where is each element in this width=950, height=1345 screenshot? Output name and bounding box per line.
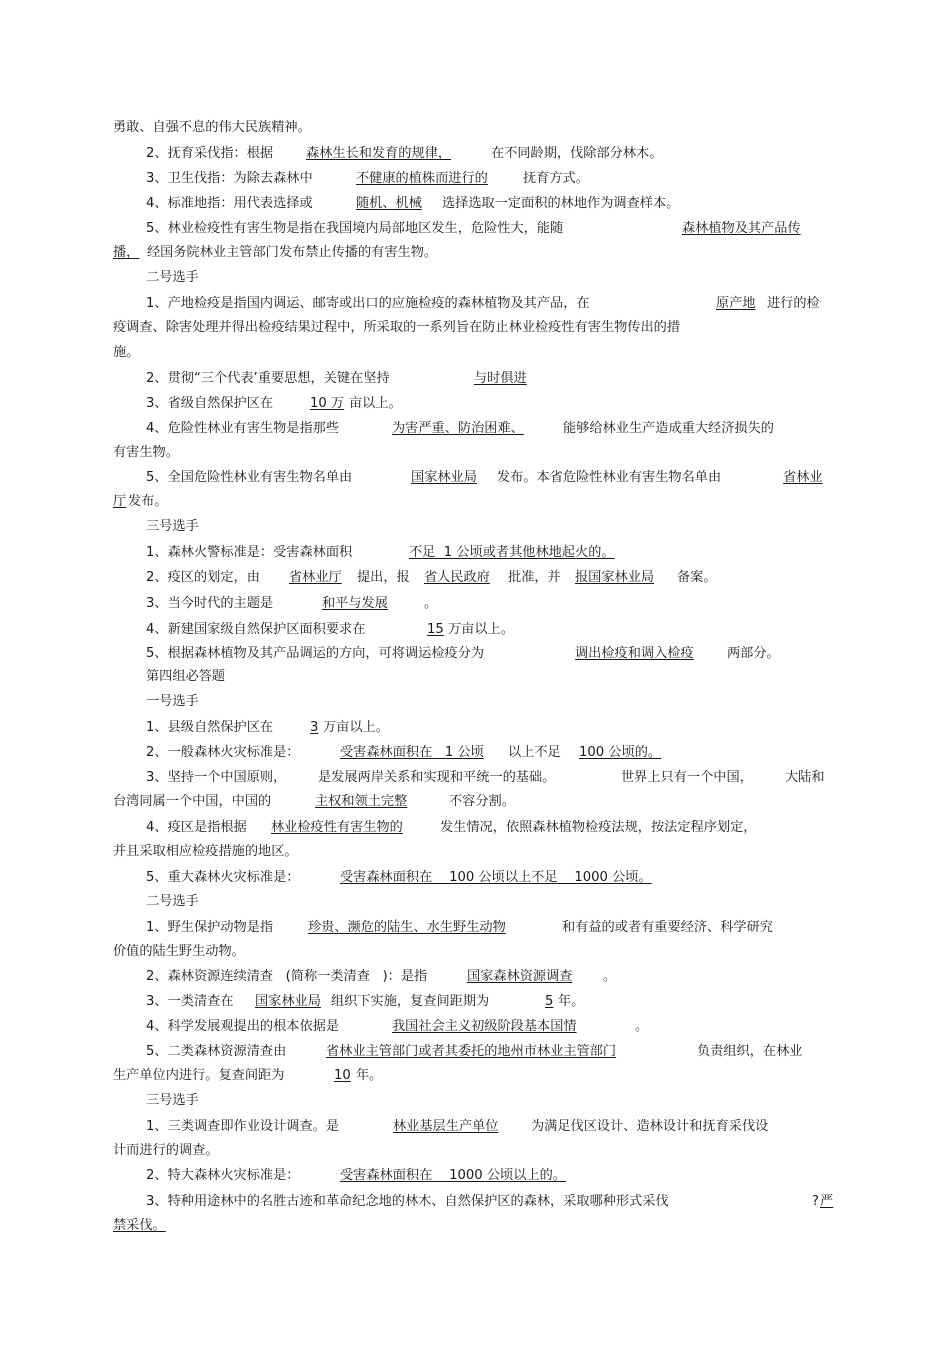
text-line: 3、卫生伐指：为除去森林中 [146, 171, 313, 186]
section-heading: 第四组必答题 [146, 669, 226, 684]
text-line: 组织下实施，复查间距期为 [331, 994, 490, 1009]
text-line: 勇敢、自强不息的伟大民族精神。 [113, 120, 311, 135]
text-line: 5、全国危险性林业有害生物名单由 [146, 470, 353, 485]
answer-text: 100 公顷的。 [579, 745, 662, 760]
answer-text: 省林业主管部门或者其委托的地州市林业主管部门 [326, 1044, 617, 1059]
text-line: 不容分割。 [449, 794, 515, 809]
answer-text: 调出检疫和调入检疫 [575, 646, 694, 661]
text-line: 进行的检 [767, 296, 820, 311]
text-line: 抚育方式。 [523, 171, 589, 186]
answer-text: 省林业 [783, 470, 823, 485]
answer-text: 森林生长和发育的规律， [306, 146, 452, 161]
answer-text: 报国家林业局 [575, 570, 655, 585]
text-line: 1、三类调查即作业设计调查。是 [146, 1119, 340, 1134]
answer-text: 为害严重、防治困难、 [392, 421, 524, 436]
answer-text: 10 万 [310, 396, 345, 411]
answer-text: 不健康的植株而进行的 [356, 171, 488, 186]
section-heading: 三号选手 [146, 519, 199, 534]
answer-text: 林业基层生产单位 [393, 1119, 499, 1134]
text-line: ? [812, 1194, 819, 1209]
text-line: 选择选取一定面积的林地作为调查样本。 [442, 196, 680, 211]
text-line: 批准，并 [508, 570, 561, 585]
section-heading: 二号选手 [146, 894, 199, 909]
text-line: 4、疫区是指根据 [146, 820, 247, 835]
answer-text: 严 [820, 1194, 834, 1209]
text-line: 5、林业检疫性有害生物是指在我国境内局部地区发生，危险性大，能随 [146, 221, 564, 236]
text-line: 。 [603, 969, 617, 984]
text-line: 发布。本省危险性林业有害生物名单由 [497, 470, 722, 485]
section-heading: 二号选手 [146, 270, 199, 285]
text-line: 为满足伐区设计、造林设计和抚育采伐设 [531, 1119, 769, 1134]
answer-text: 省林业厅 [289, 570, 342, 585]
text-line: 大陆和 [785, 770, 825, 785]
text-line: 1、县级自然保护区在 [146, 720, 274, 735]
answer-text: 省人民政府 [424, 570, 490, 585]
answer-text: 厅 [113, 494, 127, 509]
text-line: 有害生物。 [113, 445, 179, 460]
text-line: 年。 [558, 994, 585, 1009]
answer-text: 不足 1 公顷或者其他林地起火的。 [409, 545, 615, 560]
text-line: 计而进行的调查。 [113, 1143, 219, 1158]
text-line: 经国务院林业主管部门发布禁止传播的有害生物。 [147, 245, 438, 260]
text-line: 3、一类清查在 [146, 994, 234, 1009]
answer-text: 与时俱进 [474, 371, 527, 386]
text-line: 在不同龄期，伐除部分林木。 [491, 146, 663, 161]
text-line: 5、二类森林资源清查由 [146, 1044, 287, 1059]
text-line: 2、抚育采伐指：根据 [146, 146, 274, 161]
text-line: 3、当今时代的主题是 [146, 596, 274, 611]
text-line: 1、野生保护动物是指 [146, 920, 274, 935]
answer-text: 随机、机械 [356, 196, 422, 211]
answer-text: 和平与发展 [322, 596, 388, 611]
text-line: 世界上只有一个中国， [621, 770, 753, 785]
section-heading: 三号选手 [146, 1093, 199, 1108]
text-line: 两部分。 [727, 646, 780, 661]
text-line: 以上不足 [508, 745, 561, 760]
text-line: 和有益的或者有重要经济、科学研究 [562, 920, 773, 935]
answer-text: 15 [427, 622, 444, 637]
answer-text: 5 [545, 994, 554, 1009]
text-line: 能够给林业生产造成重大经济损失的 [563, 421, 774, 436]
text-line: 5、重大森林火灾标准是： [146, 870, 300, 885]
text-line: 生产单位内进行。复查间距为 [113, 1068, 285, 1083]
text-line: 。 [424, 596, 438, 611]
section-heading: 一号选手 [146, 694, 199, 709]
text-line: 1、产地检疫是指国内调运、邮寄或出口的应施检疫的森林植物及其产品，在 [146, 296, 590, 311]
text-line: 2、特大森林火灾标准是： [146, 1168, 300, 1183]
answer-text: 播， [113, 245, 140, 260]
text-line: 3、省级自然保护区在 [146, 396, 274, 411]
text-line: 万亩以上。 [323, 720, 389, 735]
text-line: 4、标准地指：用代表选择或 [146, 196, 313, 211]
answer-text: 林业检疫性有害生物的 [271, 820, 403, 835]
answer-text: 国家林业局 [255, 994, 321, 1009]
answer-text: 原产地 [716, 296, 756, 311]
text-line: 是发展两岸关系和实现和平统一的基础。 [318, 770, 556, 785]
answer-text: 我国社会主义初级阶段基本国情 [392, 1019, 577, 1034]
text-line: 4、新建国家级自然保护区面积要求在 [146, 622, 366, 637]
text-line: 负责组织，在林业 [697, 1044, 803, 1059]
text-line: 提出，报 [357, 570, 410, 585]
text-line: 并且采取相应检疫措施的地区。 [113, 844, 298, 859]
text-line: 2、一般森林火灾标准是： [146, 745, 300, 760]
answer-text: 禁采伐。 [113, 1218, 166, 1233]
answer-text: 受害森林面积在 1 公顷 [340, 745, 484, 760]
text-line: 。 [635, 1019, 649, 1034]
answer-text: 3 [310, 720, 319, 735]
answer-text: 珍贵、濒危的陆生、水生野生动物 [308, 920, 506, 935]
text-line: 3、坚持一个中国原则， [146, 770, 287, 785]
answer-text: 国家林业局 [411, 470, 477, 485]
text-line: 发生情况，依照森林植物检疫法规，按法定程序划定， [440, 820, 757, 835]
text-line: 万亩以上。 [448, 622, 514, 637]
text-line: 3、特种用途林中的名胜古迹和革命纪念地的林木、自然保护区的森林，采取哪种形式采伐 [146, 1194, 669, 1209]
answer-text: 受害森林面积在 100 公顷以上不足 1000 公顷。 [340, 870, 652, 885]
text-line: 2、森林资源连续清查 (简称一类清查 )：是指 [146, 969, 428, 984]
text-line: 1、森林火警标准是：受害森林面积 [146, 545, 353, 560]
text-line: 2、疫区的划定，由 [146, 570, 260, 585]
answer-text: 10 [334, 1068, 351, 1083]
answer-text: 森林植物及其产品传 [682, 221, 801, 236]
text-line: 价值的陆生野生动物。 [113, 944, 245, 959]
text-line: 4、科学发展观提出的根本依据是 [146, 1019, 340, 1034]
text-line: 疫调查、除害处理并得出检疫结果过程中，所采取的一系列旨在防止林业检疫性有害生物传出的措 [113, 320, 681, 335]
text-line: 亩以上。 [349, 396, 402, 411]
answer-text: 国家森林资源调查 [467, 969, 573, 984]
answer-text: 主权和领土完整 [315, 794, 408, 809]
text-line: 年。 [356, 1068, 383, 1083]
text-line: 备案。 [677, 570, 717, 585]
text-line: 5、根据森林植物及其产品调运的方向，可将调运检疫分为 [146, 646, 485, 661]
answer-text: 受害森林面积在 1000 公顷以上的。 [340, 1168, 566, 1183]
text-line: 发布。 [128, 494, 168, 509]
text-line: 2、贯彻“三个代表’重要思想，关键在坚持 [146, 371, 390, 386]
text-line: 4、危险性林业有害生物是指那些 [146, 421, 340, 436]
text-line: 施。 [113, 345, 140, 360]
text-line: 台湾同属一个中国，中国的 [113, 794, 272, 809]
